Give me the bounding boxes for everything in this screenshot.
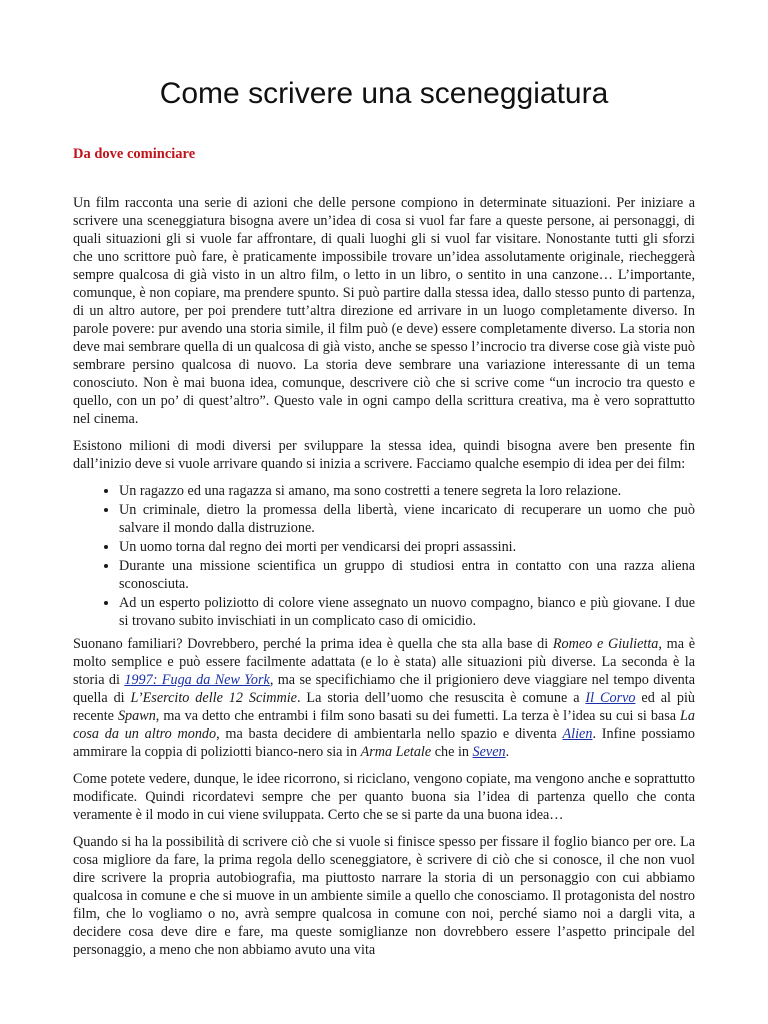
link-seven[interactable]: Seven: [472, 744, 506, 760]
film-title-romeo: Romeo e Giulietta: [552, 636, 659, 652]
paragraph-familiar: [73, 635, 695, 761]
text-run: , ma è molto semplice e può essere facilmente adattata (e lo è stata) alle situazioni più diverse. La seconda è la storia di: [73, 636, 695, 688]
section-heading: Da dove cominciare: [73, 146, 196, 162]
page-title: Come scrivere una sceneggiatura: [159, 77, 609, 110]
text-run: . La storia dell’uomo che resuscita è comune a: [296, 690, 586, 706]
idea-list: [73, 482, 695, 630]
text-run: che in: [431, 744, 473, 760]
film-title-12-scimmie: L’Esercito delle 12 Scimmie: [130, 690, 297, 706]
list-item: • Un criminale, dietro la promessa della libertà, viene incaricato di recuperare un uomo che può salvare il mondo dalla distruzione.: [119, 501, 695, 537]
text-run: .: [505, 744, 510, 760]
list-item: • Ad un esperto poliziotto di colore viene assegnato un nuovo compagno, bianco e più giovane. I due si trovano subito invischiati in un complicato caso di omicidio.: [119, 594, 695, 630]
film-title-la-cosa: La cosa da un altro mondo: [73, 708, 696, 742]
link-fuga-da-new-york[interactable]: 1997: Fuga da New York: [124, 672, 270, 688]
document-body: [73, 194, 695, 968]
link-alien[interactable]: Alien: [562, 726, 593, 742]
paragraph-examples-intro: Esistono milioni di modi diversi per sviluppare la stessa idea, quindi bisogna avere ben presente fin dall’inizio deve si vuole arrivare quando si inizia a scrivere. Facciamo qualche esempio di idea per dei film:: [73, 438, 695, 472]
paragraph-ideas-recur: Come potete vedere, dunque, le idee ricorrono, si riciclano, vengono copiate, ma vengono anche e soprattutto modificate. Quindi ricordatevi sempre che per quanto buona sia l’idea di partenza quello che conta veramente è il modo in cui viene sviluppata. Certo che se si parte da una buona idea…: [73, 771, 695, 823]
list-item: • Un ragazzo ed una ragazza si amano, ma sono costretti a tenere segreta la loro relazione.: [119, 482, 695, 500]
link-il-corvo[interactable]: Il Corvo: [585, 690, 636, 706]
text-run: ed al più recente: [73, 690, 695, 724]
list-item: • Un uomo torna dal regno dei morti per vendicarsi dei propri assassini.: [119, 538, 695, 556]
film-title-arma-letale: Arma Letale: [360, 744, 432, 760]
text-run: , ma va detto che entrambi i film sono basati su dei fumetti. La terza è l’idea su cui si basa: [155, 708, 681, 724]
film-title-spawn: Spawn: [117, 708, 156, 724]
text-run: . Infine possiamo ammirare la coppia di poliziotti bianco-nero sia in: [73, 726, 695, 760]
paragraph-blank-page: Quando si ha la possibilità di scrivere ciò che si vuole si finisce spesso per fissare il foglio bianco per ore. La cosa migliore da fare, la prima regola dello sceneggiatore, è scrivere di ciò che si conosce, il che non vuol dire scrivere la propria autobiografia, ma piuttosto narrare la storia di un personaggio con cui abbiamo qualcosa in comune e che si muove in un ambiente simile a quello che conosciamo. Il protagonista del nostro film, che lo vogliamo o no, avrà sempre qualcosa in comune con noi, perché siamo noi a dargli vita, a decidere cosa deve dire e fare, ma queste somiglianze non dovrebbero essere l’aspetto principale del personaggio, a meno che non abbiamo avuto una vita: [73, 834, 695, 958]
paragraph-intro: Un film racconta una serie di azioni che delle persone compiono in determinate situazioni. Per iniziare a scrivere una sceneggiatura bisogna avere un’idea di cosa si vuol far fare a queste persone, ai personaggi, di quali situazioni gli si vuole far affrontare, di quali luoghi gli si vuol far visitare. Nonostante tutti gli sforzi che uno scrittore può fare, è praticamente impossibile trovare un’idea assolutamente originale, riecheggerà sempre qualcosa di già visto in un altro film, o letto in un libro, o sentito in una canzone… L’importante, comunque, è non copiare, ma prendere spunto. Si può partire dalla stessa idea, dallo stesso punto di partenza, di un altro autore, per poi prendere tutt’altra direzione ed arrivare in un luogo completamente diverso. In parole povere: pur avendo una storia simile, il film può (e deve) essere completamente diverso. La storia non deve mai sembrare quella di un qualcosa di già visto, anche se spesso l’incrocio tra diverse cose già viste può sembrare persino qualcosa di nuovo. La storia deve sembrare una variazione interessante di un tema conosciuto. Non è mai buona idea, comunque, descrivere ciò che si scrive come “un incrocio tra questo e quello, con un po’ di quest’altro”. Questo vale in ogni campo della scrittura creativa, ma è vero soprattutto nel cinema.: [73, 195, 695, 427]
text-run: , ma se specifichiamo che il prigioniero deve viaggiare nel tempo diventa quella di: [73, 672, 695, 706]
text-run: Suonano familiari? Dovrebbero, perché la prima idea è quella che sta alla base di: [73, 636, 553, 652]
list-item: • Durante una missione scientifica un gruppo di studiosi entra in contatto con una razza aliena sconosciuta.: [119, 557, 695, 593]
text-run: , ma basta decidere di ambientarla nello spazio e diventa: [216, 726, 563, 742]
